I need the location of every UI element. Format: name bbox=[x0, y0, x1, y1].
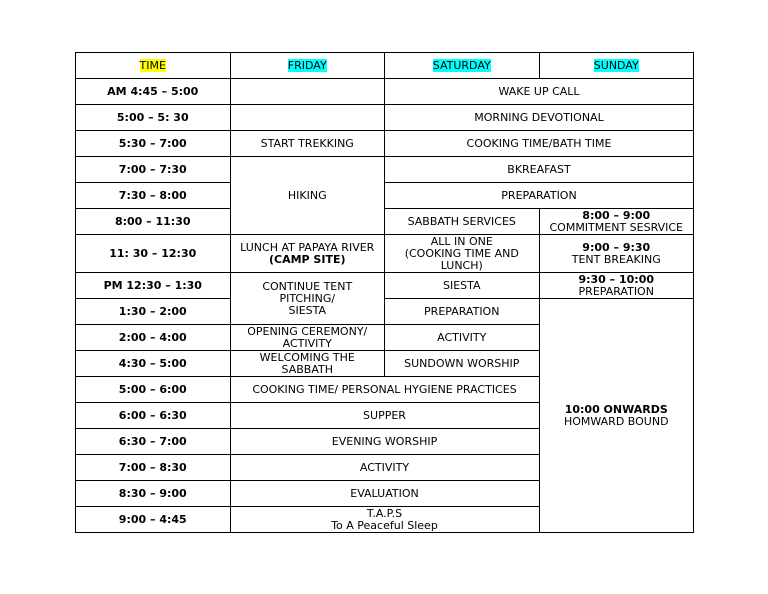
table-row bbox=[76, 183, 694, 209]
table-row bbox=[76, 209, 694, 235]
header-sunday-label: SUNDAY bbox=[593, 58, 639, 72]
event-time: 9:00 – 9:30 bbox=[582, 240, 651, 254]
friday-empty-cell bbox=[230, 105, 385, 131]
time-cell: 2:00 – 4:00 bbox=[76, 325, 231, 351]
event-cell bbox=[539, 235, 694, 273]
table-row bbox=[76, 157, 694, 183]
header-saturday-label: SATURDAY bbox=[432, 58, 491, 72]
time-cell: 6:30 – 7:00 bbox=[76, 429, 231, 455]
event-label: ACTIVITY bbox=[282, 336, 332, 350]
friday-empty-cell bbox=[230, 79, 385, 105]
event-label: (CAMP SITE) bbox=[268, 252, 346, 266]
event-label: SIESTA bbox=[288, 303, 327, 317]
event-cell: COOKING TIME/BATH TIME bbox=[385, 131, 694, 157]
event-label: CONTINUE TENT bbox=[262, 279, 353, 293]
event-cell bbox=[539, 273, 694, 299]
header-row bbox=[76, 53, 694, 79]
event-cell: EVENING WORSHIP bbox=[230, 429, 539, 455]
event-cell bbox=[230, 325, 385, 351]
event-cell bbox=[539, 299, 694, 533]
event-label: SABBATH bbox=[281, 362, 333, 376]
time-cell: 8:00 – 11:30 bbox=[76, 209, 231, 235]
event-time: 9:30 – 10:00 bbox=[578, 272, 655, 286]
event-cell bbox=[230, 507, 539, 533]
event-label: WELCOMING THE bbox=[259, 350, 355, 364]
event-label: COMMITMENT SESRVICE bbox=[549, 220, 684, 234]
event-cell: ACTIVITY bbox=[230, 455, 539, 481]
time-cell: 9:00 – 4:45 bbox=[76, 507, 231, 533]
time-cell: 6:00 – 6:30 bbox=[76, 403, 231, 429]
table-row bbox=[76, 79, 694, 105]
time-cell: AM 4:45 – 5:00 bbox=[76, 79, 231, 105]
table-row bbox=[76, 131, 694, 157]
event-label: PITCHING/ bbox=[279, 291, 336, 305]
header-sunday bbox=[539, 53, 694, 79]
event-cell: WAKE UP CALL bbox=[385, 79, 694, 105]
time-cell: 11: 30 – 12:30 bbox=[76, 235, 231, 273]
event-cell: SUPPER bbox=[230, 403, 539, 429]
table-row bbox=[76, 299, 694, 325]
time-cell: 5:30 – 7:00 bbox=[76, 131, 231, 157]
time-cell: 8:30 – 9:00 bbox=[76, 481, 231, 507]
event-cell: SIESTA bbox=[385, 273, 540, 299]
time-cell: 7:00 – 8:30 bbox=[76, 455, 231, 481]
event-cell: EVALUATION bbox=[230, 481, 539, 507]
header-time bbox=[76, 53, 231, 79]
event-label: (COOKING TIME AND bbox=[404, 246, 519, 260]
event-label: TENT BREAKING bbox=[571, 252, 661, 266]
header-friday bbox=[230, 53, 385, 79]
event-cell: COOKING TIME/ PERSONAL HYGIENE PRACTICES bbox=[230, 377, 539, 403]
time-cell: 1:30 – 2:00 bbox=[76, 299, 231, 325]
time-cell: 4:30 – 5:00 bbox=[76, 351, 231, 377]
event-label: To A Peaceful Sleep bbox=[331, 518, 438, 532]
event-label: PREPARATION bbox=[578, 284, 654, 298]
event-cell: SABBATH SERVICES bbox=[385, 209, 540, 235]
event-cell: ACTIVITY bbox=[385, 325, 540, 351]
event-cell bbox=[230, 273, 385, 325]
event-cell bbox=[539, 209, 694, 235]
event-cell: SUNDOWN WORSHIP bbox=[385, 351, 540, 377]
table-row bbox=[76, 235, 694, 273]
event-cell bbox=[230, 351, 385, 377]
event-label: OPENING CEREMONY/ bbox=[247, 324, 368, 338]
time-cell: 7:30 – 8:00 bbox=[76, 183, 231, 209]
event-label: LUNCH AT PAPAYA RIVER bbox=[240, 240, 375, 254]
event-cell: START TREKKING bbox=[230, 131, 385, 157]
time-cell: PM 12:30 – 1:30 bbox=[76, 273, 231, 299]
event-time: 10:00 ONWARDS bbox=[564, 402, 668, 416]
event-cell: HIKING bbox=[230, 157, 385, 235]
schedule-table bbox=[75, 52, 694, 533]
event-cell: PREPARATION bbox=[385, 299, 540, 325]
time-cell: 5:00 – 6:00 bbox=[76, 377, 231, 403]
event-cell: MORNING DEVOTIONAL bbox=[385, 105, 694, 131]
time-cell: 7:00 – 7:30 bbox=[76, 157, 231, 183]
event-cell bbox=[385, 235, 540, 273]
header-time-label: TIME bbox=[139, 58, 166, 72]
header-friday-label: FRIDAY bbox=[287, 58, 327, 72]
event-label: LUNCH) bbox=[440, 258, 483, 272]
event-cell: BKREAFAST bbox=[385, 157, 694, 183]
event-time: 8:00 – 9:00 bbox=[582, 208, 651, 222]
event-label: T.A.P.S bbox=[366, 506, 403, 520]
table-row bbox=[76, 273, 694, 299]
event-label: ALL IN ONE bbox=[430, 234, 493, 248]
event-label: HOMWARD BOUND bbox=[563, 414, 669, 428]
time-cell: 5:00 – 5: 30 bbox=[76, 105, 231, 131]
event-cell bbox=[230, 235, 385, 273]
event-cell: PREPARATION bbox=[385, 183, 694, 209]
header-saturday bbox=[385, 53, 540, 79]
table-row bbox=[76, 105, 694, 131]
